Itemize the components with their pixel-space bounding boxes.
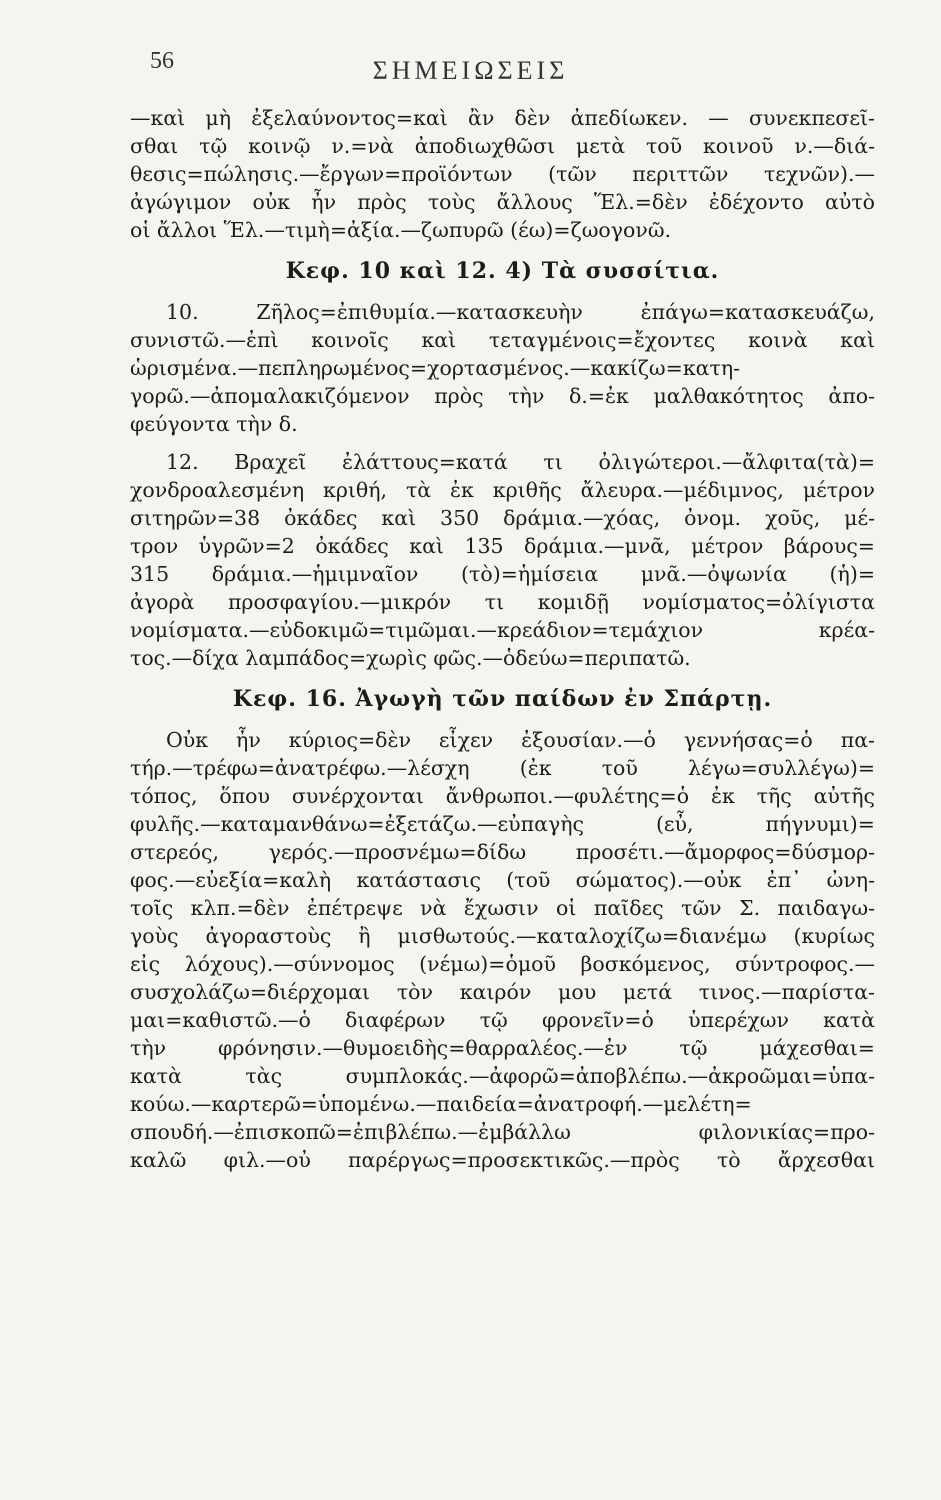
text-line: ἀγώγιμον οὐκ ἦν πρὸς τοὺς ἄλλους Ἕλ.=δὲν ἐδέχοντο αὐτὸ — [130, 190, 875, 214]
text-line: 315 δράμια.—ἡμιμναῖον (τὸ)=ἡμίσεια μνᾶ.—ὀψωνία (ἡ)= — [130, 562, 875, 586]
text-line: νομίσματα.—εὐδοκιμῶ=τιμῶμαι.—κρεάδιον=τεμάχιον κρέα- — [130, 618, 875, 642]
running-title: ΣΗΜΕΙΩΣΕΙΣ — [372, 56, 569, 85]
text-line: οἱ ἄλλοι Ἕλ.—τιμὴ=ἀξία.—ζωπυρῶ (έω)=ζωογονῶ. — [130, 218, 672, 242]
text-line: τος.—δίχα λαμπάδος=χωρὶς φῶς.—ὁδεύω=περιπατῶ. — [130, 646, 691, 670]
page-number: 56 — [150, 48, 174, 74]
text-line: 12. Βραχεῖ ἐλάττους=κατά τι ὀλιγώτεροι.—ἄλφιτα(τὰ)= — [166, 450, 875, 474]
text-line: ὡρισμένα.—πεπληρωμένος=χορτασμένος.—κακίζω=κατη- — [130, 356, 741, 380]
text-line: τρον ὑγρῶν=2 ὀκάδες καὶ 135 δράμια.—μνᾶ, μέτρον βάρους= — [130, 534, 875, 558]
text-line: τοῖς κλπ.=δὲν ἐπέτρεψε νὰ ἔχωσιν οἱ παῖδες τῶν Σ. παιδαγω- — [130, 896, 875, 920]
text-line: συνιστῶ.—ἐπὶ κοινοῖς καὶ τεταγμένοις=ἔχοντες κοινὰ καὶ — [130, 328, 875, 352]
notes-block-intro — [130, 104, 875, 1174]
text-line: συσχολάζω=διέρχομαι τὸν καιρόν μου μετά τινος.—παρίστα- — [130, 980, 875, 1004]
section-heading-syssitia: Κεφ. 10 καὶ 12. 4) Τὰ συσσίτια. — [285, 258, 720, 284]
text-line: φος.—εὐεξία=καλὴ κατάστασις (τοῦ σώματος).—οὐκ ἐπ᾽ ὠνη- — [130, 868, 875, 892]
section-heading-agoge: Κεφ. 16. Ἀγωγὴ τῶν παίδων ἐν Σπάρτῃ. — [232, 686, 773, 712]
text-line: γοὺς ἀγοραστοὺς ἢ μισθωτούς.—καταλοχίζω=διανέμω (κυρίως — [130, 924, 875, 948]
text-line: Οὐκ ἦν κύριος=δὲν εἶχεν ἐξουσίαν.—ὁ γεννήσας=ὁ πα- — [166, 728, 875, 752]
text-line: σιτηρῶν=38 ὀκάδες καὶ 350 δράμια.—χόας, ὀνομ. χοῦς, μέ- — [130, 506, 875, 530]
text-line: τήρ.—τρέφω=ἀνατρέφω.—λέσχη (ἐκ τοῦ λέγω=συλλέγω)= — [130, 756, 875, 780]
text-line: κατὰ τὰς συμπλοκάς.—ἀφορῶ=ἀποβλέπω.—ἀκροῶμαι=ὑπα- — [130, 1064, 875, 1088]
text-line: τὴν φρόνησιν.—θυμοειδὴς=θαρραλέος.—ἐν τῷ μάχεσθαι= — [130, 1036, 875, 1060]
text-line: σπουδή.—ἐπισκοπῶ=ἐπιβλέπω.—ἐμβάλλω φιλονικίας=προ- — [130, 1120, 875, 1144]
text-line: θεσις=πώλησις.—ἔργων=προϊόντων (τῶν περιττῶν τεχνῶν).— — [130, 162, 875, 186]
text-line: φυλῆς.—καταμανθάνω=ἐξετάζω.—εὐπαγὴς (εὖ, πήγνυμι)= — [130, 812, 875, 836]
text-line: σθαι τῷ κοινῷ ν.=νὰ ἀποδιωχθῶσι μετὰ τοῦ κοινοῦ ν.—διά- — [130, 134, 875, 158]
text-line: εἰς λόχους).—σύννομος (νέμω)=ὁμοῦ βοσκόμενος, σύντροφος.— — [130, 952, 875, 976]
text-line: κούω.—καρτερῶ=ὑπομένω.—παιδεία=ἀνατροφή.—μελέτη= — [130, 1092, 752, 1116]
text-line: γορῶ.—ἀπομαλακιζόμενον πρὸς τὴν δ.=ἐκ μαλθακότητος ἀπο- — [130, 384, 875, 408]
text-line: 10. Ζῆλος=ἐπιθυμία.—κατασκευὴν ἐπάγω=κατασκευάζω, — [166, 300, 875, 324]
text-line: καλῶ φιλ.—οὐ παρέργως=προσεκτικῶς.—πρὸς τὸ ἄρχεσθαι — [130, 1148, 875, 1172]
text-line: στερεός, γερός.—προσνέμω=δίδω προσέτι.—ἄμορφος=δύσμορ- — [130, 840, 875, 864]
text-line: ἀγορὰ προσφαγίου.—μικρόν τι κομιδῇ νομίσματος=ὀλίγιστα — [130, 590, 875, 614]
text-line: φεύγοντα τὴν δ. — [130, 412, 298, 436]
text-line: μαι=καθιστῶ.—ὁ διαφέρων τῷ φρονεῖν=ὁ ὑπερέχων κατὰ — [130, 1008, 875, 1032]
text-line: τόπος, ὅπου συνέρχονται ἄνθρωποι.—φυλέτης=ὁ ἐκ τῆς αὐτῆς — [130, 784, 875, 808]
text-line: —καὶ μὴ ἐξελαύνοντος=καὶ ἂν δὲν ἀπεδίωκεν. — συνεκπεσεῖ- — [130, 106, 875, 130]
text-line: χονδροαλεσμένη κριθή, τὰ ἐκ κριθῆς ἄλευρα.—μέδιμνος, μέτρον — [130, 478, 875, 502]
